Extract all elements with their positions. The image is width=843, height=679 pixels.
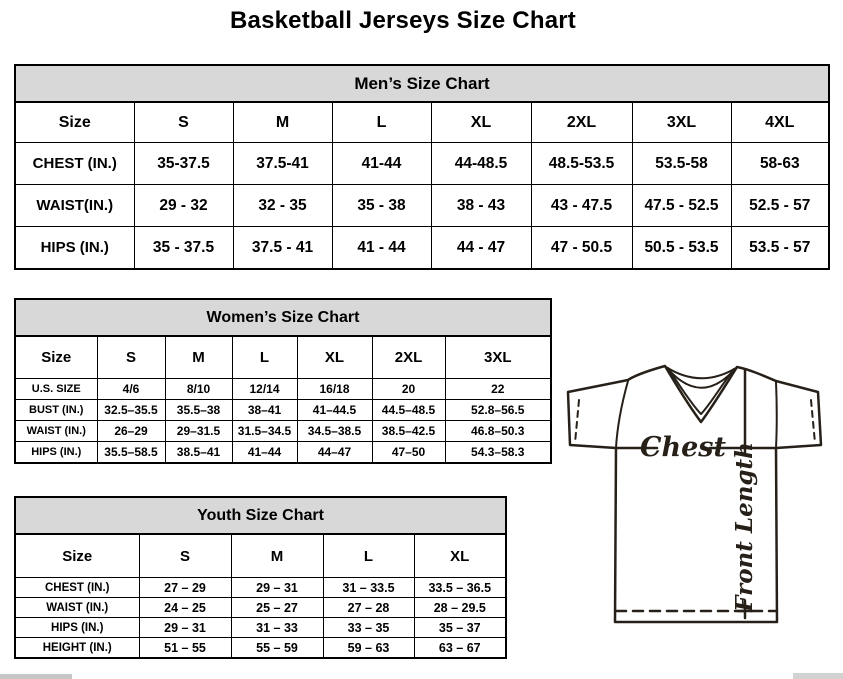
youth-table-row: [15, 578, 506, 598]
women-row-label: BUST (IN.): [15, 400, 97, 421]
women-size-column-label: Size: [15, 336, 97, 379]
men-size-value-cell: 37.5 - 41: [233, 227, 332, 270]
youth-size-value-cell: 33 – 35: [323, 618, 414, 638]
men-size-value-cell: 58-63: [731, 143, 829, 185]
men-size-value-cell: 53.5 - 57: [731, 227, 829, 270]
men-size-value-cell: 47.5 - 52.5: [632, 185, 731, 227]
youth-size-value-cell: 25 – 27: [231, 598, 323, 618]
youth-size-value-cell: 51 – 55: [139, 638, 231, 659]
women-column-header-xl: XL: [297, 336, 372, 379]
women-column-header-3xl: 3XL: [445, 336, 551, 379]
women-size-value-cell: 52.8–56.5: [445, 400, 551, 421]
women-size-value-cell: 46.8–50.3: [445, 421, 551, 442]
youth-size-value-cell: 35 – 37: [414, 618, 506, 638]
men-column-header-l: L: [332, 102, 431, 143]
men-column-header-3xl: 3XL: [632, 102, 731, 143]
men-row-label: HIPS (IN.): [15, 227, 134, 270]
women-size-value-cell: 31.5–34.5: [232, 421, 297, 442]
women-row-label: HIPS (IN.): [15, 442, 97, 464]
women-table-title: Women’s Size Chart: [15, 299, 551, 336]
youth-size-value-cell: 24 – 25: [139, 598, 231, 618]
youth-size-chart-table: [14, 496, 507, 659]
women-size-value-cell: 38–41: [232, 400, 297, 421]
men-column-header-4xl: 4XL: [731, 102, 829, 143]
youth-row-label: CHEST (IN.): [15, 578, 139, 598]
men-size-value-cell: 52.5 - 57: [731, 185, 829, 227]
men-table-row: [15, 185, 829, 227]
women-size-value-cell: 20: [372, 379, 445, 400]
bottom-left-edge-fragment: [0, 674, 72, 679]
women-row-label: WAIST (IN.): [15, 421, 97, 442]
chest-label: Chest: [640, 432, 726, 463]
youth-size-value-cell: 27 – 29: [139, 578, 231, 598]
men-column-header-xl: XL: [431, 102, 531, 143]
youth-size-value-cell: 29 – 31: [139, 618, 231, 638]
women-table-row: [15, 442, 551, 464]
page-title: Basketball Jerseys Size Chart: [230, 7, 576, 34]
women-size-chart-table: [14, 298, 552, 464]
men-size-value-cell: 32 - 35: [233, 185, 332, 227]
men-size-chart-table: [14, 64, 830, 270]
men-size-value-cell: 35 - 38: [332, 185, 431, 227]
women-size-value-cell: 38.5–42.5: [372, 421, 445, 442]
youth-column-header-l: L: [323, 534, 414, 578]
men-column-header-s: S: [134, 102, 233, 143]
men-table-row: [15, 227, 829, 270]
youth-size-value-cell: 28 – 29.5: [414, 598, 506, 618]
women-column-header-l: L: [232, 336, 297, 379]
men-size-value-cell: 41-44: [332, 143, 431, 185]
women-size-value-cell: 34.5–38.5: [297, 421, 372, 442]
women-table-row: [15, 421, 551, 442]
youth-table-row: [15, 638, 506, 659]
youth-size-value-cell: 31 – 33: [231, 618, 323, 638]
youth-column-header-s: S: [139, 534, 231, 578]
women-size-value-cell: 29–31.5: [165, 421, 232, 442]
women-size-value-cell: 12/14: [232, 379, 297, 400]
youth-size-value-cell: 33.5 – 36.5: [414, 578, 506, 598]
men-row-label: CHEST (IN.): [15, 143, 134, 185]
women-size-value-cell: 44.5–48.5: [372, 400, 445, 421]
women-row-label: U.S. SIZE: [15, 379, 97, 400]
youth-column-header-xl: XL: [414, 534, 506, 578]
women-table-row: [15, 379, 551, 400]
men-size-value-cell: 43 - 47.5: [531, 185, 632, 227]
men-column-header-2xl: 2XL: [531, 102, 632, 143]
youth-table-row: [15, 618, 506, 638]
men-size-value-cell: 35 - 37.5: [134, 227, 233, 270]
men-size-value-cell: 47 - 50.5: [531, 227, 632, 270]
youth-table-title: Youth Size Chart: [15, 497, 506, 534]
women-size-value-cell: 4/6: [97, 379, 165, 400]
jersey-outline-shape: [568, 366, 821, 622]
youth-size-value-cell: 31 – 33.5: [323, 578, 414, 598]
youth-size-column-label: Size: [15, 534, 139, 578]
women-size-value-cell: 41–44: [232, 442, 297, 464]
youth-row-label: HEIGHT (IN.): [15, 638, 139, 659]
youth-size-value-cell: 27 – 28: [323, 598, 414, 618]
men-column-header-m: M: [233, 102, 332, 143]
youth-table-row: [15, 598, 506, 618]
women-column-header-s: S: [97, 336, 165, 379]
youth-row-label: HIPS (IN.): [15, 618, 139, 638]
women-size-value-cell: 41–44.5: [297, 400, 372, 421]
men-size-value-cell: 37.5-41: [233, 143, 332, 185]
women-size-value-cell: 35.5–58.5: [97, 442, 165, 464]
men-size-value-cell: 44-48.5: [431, 143, 531, 185]
bottom-right-edge-fragment: [793, 673, 843, 679]
men-row-label: WAIST(IN.): [15, 185, 134, 227]
men-size-value-cell: 50.5 - 53.5: [632, 227, 731, 270]
men-size-value-cell: 53.5-58: [632, 143, 731, 185]
men-size-value-cell: 44 - 47: [431, 227, 531, 270]
women-size-value-cell: 32.5–35.5: [97, 400, 165, 421]
youth-size-value-cell: 63 – 67: [414, 638, 506, 659]
women-size-value-cell: 35.5–38: [165, 400, 232, 421]
men-table-row: [15, 143, 829, 185]
men-size-value-cell: 29 - 32: [134, 185, 233, 227]
women-size-value-cell: 8/10: [165, 379, 232, 400]
jersey-measurement-diagram: [562, 358, 830, 626]
women-table-row: [15, 400, 551, 421]
women-size-value-cell: 47–50: [372, 442, 445, 464]
men-size-column-label: Size: [15, 102, 134, 143]
men-size-value-cell: 35-37.5: [134, 143, 233, 185]
men-size-value-cell: 41 - 44: [332, 227, 431, 270]
men-size-value-cell: 48.5-53.5: [531, 143, 632, 185]
youth-size-value-cell: 55 – 59: [231, 638, 323, 659]
women-size-value-cell: 16/18: [297, 379, 372, 400]
women-size-value-cell: 26–29: [97, 421, 165, 442]
right-armhole-seam: [776, 382, 777, 448]
women-size-value-cell: 54.3–58.3: [445, 442, 551, 464]
women-size-value-cell: 44–47: [297, 442, 372, 464]
men-size-value-cell: 38 - 43: [431, 185, 531, 227]
women-size-value-cell: 38.5–41: [165, 442, 232, 464]
men-table-title: Men’s Size Chart: [15, 65, 829, 102]
women-size-value-cell: 22: [445, 379, 551, 400]
youth-size-value-cell: 59 – 63: [323, 638, 414, 659]
youth-size-value-cell: 29 – 31: [231, 578, 323, 598]
women-column-header-2xl: 2XL: [372, 336, 445, 379]
women-column-header-m: M: [165, 336, 232, 379]
front-length-label: Front Length: [731, 442, 758, 612]
youth-row-label: WAIST (IN.): [15, 598, 139, 618]
youth-column-header-m: M: [231, 534, 323, 578]
